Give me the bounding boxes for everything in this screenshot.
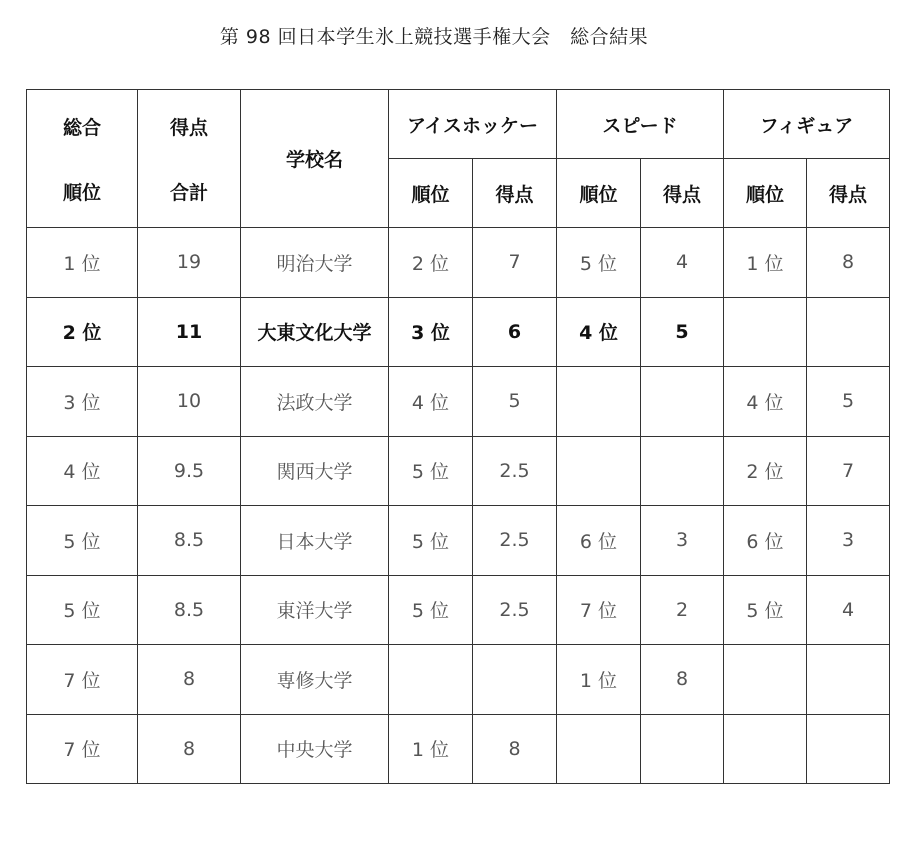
- hockey-rank-cell: 3 位: [389, 297, 473, 367]
- hockey-points-cell: 2.5: [473, 506, 557, 576]
- table-row: [27, 506, 890, 576]
- total-points-cell: 8: [138, 714, 241, 784]
- header-overall-rank-line2: 順位: [62, 181, 101, 204]
- overall-rank-cell: 3 位: [27, 367, 138, 437]
- overall-rank-cell: 7 位: [27, 645, 138, 715]
- header-overall-rank: [27, 90, 138, 228]
- table-row: [27, 575, 890, 645]
- figure-points-cell: 5: [807, 367, 890, 437]
- figure-rank-cell: 2 位: [724, 436, 807, 506]
- total-points-cell: 19: [138, 228, 241, 298]
- school-name-cell: 関西大学: [241, 436, 389, 506]
- figure-rank-cell: [724, 645, 807, 715]
- hockey-rank-cell: 5 位: [389, 575, 473, 645]
- overall-rank-cell: 1 位: [27, 228, 138, 298]
- total-points-cell: 10: [138, 367, 241, 437]
- figure-points-cell: 3: [807, 506, 890, 576]
- speed-rank-cell: 5 位: [557, 228, 641, 298]
- school-name-cell: 中央大学: [241, 714, 389, 784]
- school-name-cell: 専修大学: [241, 645, 389, 715]
- speed-points-cell: 3: [641, 506, 724, 576]
- speed-rank-cell: 4 位: [557, 297, 641, 367]
- header-speed-points: 得点: [641, 159, 724, 228]
- results-body: [27, 228, 890, 784]
- speed-rank-cell: 6 位: [557, 506, 641, 576]
- results-table: [26, 89, 890, 784]
- speed-rank-cell: 1 位: [557, 645, 641, 715]
- hockey-points-cell: 7: [473, 228, 557, 298]
- hockey-rank-cell: 5 位: [389, 506, 473, 576]
- header-total-points: [138, 90, 241, 228]
- speed-points-cell: [641, 714, 724, 784]
- overall-rank-cell: 2 位: [27, 297, 138, 367]
- figure-rank-cell: 6 位: [724, 506, 807, 576]
- total-points-cell: 9.5: [138, 436, 241, 506]
- hockey-rank-cell: [389, 645, 473, 715]
- overall-rank-cell: 4 位: [27, 436, 138, 506]
- speed-rank-cell: [557, 367, 641, 437]
- table-row: [27, 714, 890, 784]
- hockey-rank-cell: 4 位: [389, 367, 473, 437]
- hockey-points-cell: 2.5: [473, 575, 557, 645]
- figure-points-cell: [807, 645, 890, 715]
- hockey-points-cell: 2.5: [473, 436, 557, 506]
- header-hockey: アイスホッケー: [389, 90, 557, 159]
- total-points-cell: 8.5: [138, 575, 241, 645]
- header-school: 学校名: [241, 90, 389, 228]
- hockey-points-cell: 8: [473, 714, 557, 784]
- hockey-points-cell: [473, 645, 557, 715]
- header-figure-rank: 順位: [724, 159, 807, 228]
- speed-rank-cell: [557, 714, 641, 784]
- figure-points-cell: 4: [807, 575, 890, 645]
- figure-rank-cell: 4 位: [724, 367, 807, 437]
- figure-rank-cell: 1 位: [724, 228, 807, 298]
- table-row: [27, 645, 890, 715]
- total-points-cell: 8.5: [138, 506, 241, 576]
- document-title: 第 98 回日本学生氷上競技選手権大会 総合結果: [219, 26, 649, 48]
- speed-points-cell: [641, 367, 724, 437]
- total-points-cell: 11: [138, 297, 241, 367]
- speed-points-cell: 2: [641, 575, 724, 645]
- school-name-cell: 大東文化大学: [241, 297, 389, 367]
- table-row: [27, 436, 890, 506]
- header-figure-points: 得点: [807, 159, 890, 228]
- total-points-cell: 8: [138, 645, 241, 715]
- header-speed: スピード: [557, 90, 724, 159]
- header-total-points-line1: 得点: [169, 116, 208, 139]
- hockey-rank-cell: 5 位: [389, 436, 473, 506]
- school-name-cell: 法政大学: [241, 367, 389, 437]
- hockey-rank-cell: 1 位: [389, 714, 473, 784]
- speed-rank-cell: 7 位: [557, 575, 641, 645]
- figure-rank-cell: 5 位: [724, 575, 807, 645]
- speed-points-cell: 8: [641, 645, 724, 715]
- header-row-1: [27, 90, 890, 159]
- figure-rank-cell: [724, 714, 807, 784]
- header-total-points-line2: 合計: [169, 181, 208, 204]
- figure-points-cell: [807, 714, 890, 784]
- school-name-cell: 東洋大学: [241, 575, 389, 645]
- hockey-points-cell: 6: [473, 297, 557, 367]
- overall-rank-cell: 5 位: [27, 506, 138, 576]
- hockey-rank-cell: 2 位: [389, 228, 473, 298]
- speed-rank-cell: [557, 436, 641, 506]
- figure-points-cell: [807, 297, 890, 367]
- speed-points-cell: 5: [641, 297, 724, 367]
- hockey-points-cell: 5: [473, 367, 557, 437]
- header-figure: フィギュア: [724, 90, 890, 159]
- speed-points-cell: 4: [641, 228, 724, 298]
- school-name-cell: 日本大学: [241, 506, 389, 576]
- header-hockey-points: 得点: [473, 159, 557, 228]
- table-row: [27, 228, 890, 298]
- speed-points-cell: [641, 436, 724, 506]
- figure-points-cell: 8: [807, 228, 890, 298]
- table-row: [27, 297, 890, 367]
- figure-rank-cell: [724, 297, 807, 367]
- overall-rank-cell: 5 位: [27, 575, 138, 645]
- header-hockey-rank: 順位: [389, 159, 473, 228]
- header-overall-rank-line1: 総合: [62, 116, 101, 139]
- table-row: [27, 367, 890, 437]
- school-name-cell: 明治大学: [241, 228, 389, 298]
- figure-points-cell: 7: [807, 436, 890, 506]
- header-speed-rank: 順位: [557, 159, 641, 228]
- overall-rank-cell: 7 位: [27, 714, 138, 784]
